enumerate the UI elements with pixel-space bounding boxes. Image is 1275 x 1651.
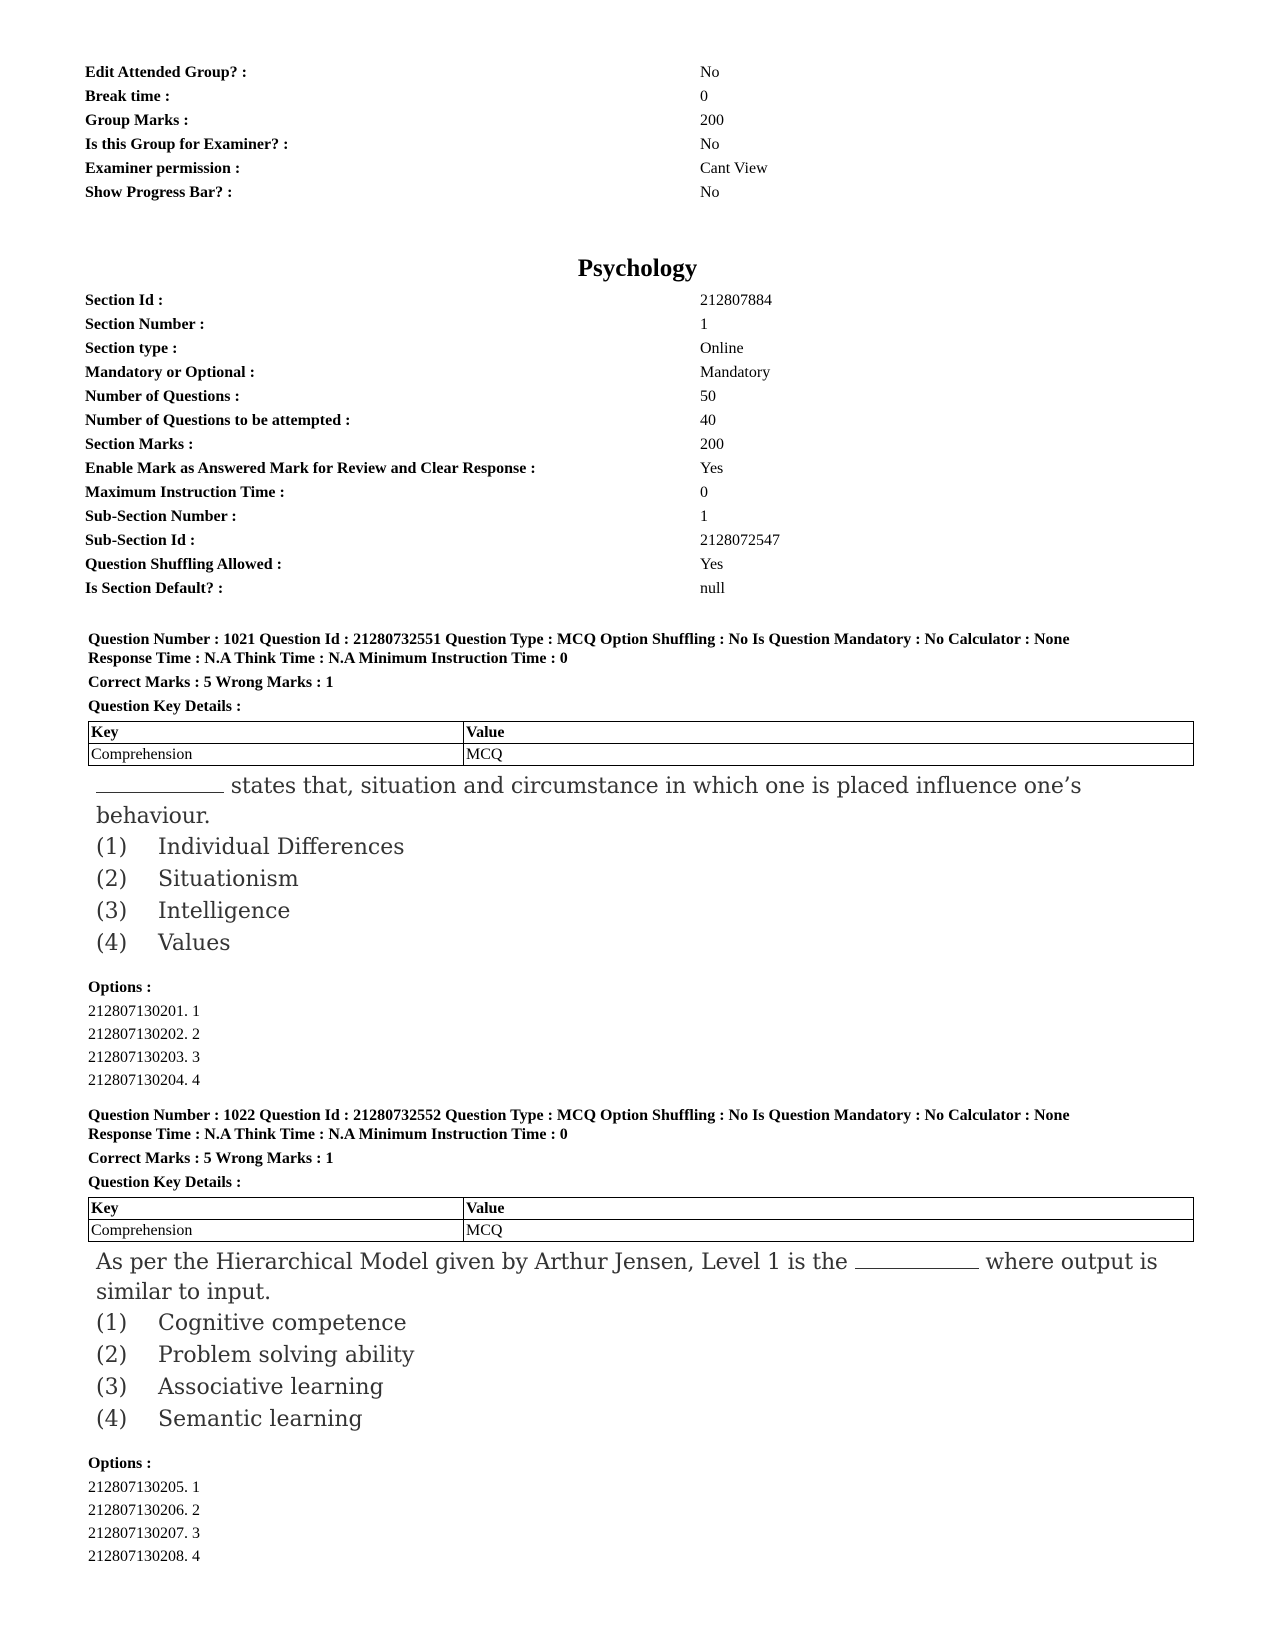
answer-choice: [88, 1404, 1198, 1436]
answer-choice: [88, 832, 1198, 864]
choice-text: Problem solving ability: [158, 1343, 415, 1368]
field-label: Enable Mark as Answered Mark for Review and Clear Response :: [85, 460, 536, 477]
field-value: null: [700, 580, 725, 597]
section-field-row: [85, 361, 1185, 385]
section-field-row: [85, 505, 1185, 529]
option-id: 212807130206. 2: [88, 1502, 200, 1519]
option-id: 212807130201. 1: [88, 1003, 200, 1020]
answer-choice: [88, 1372, 1198, 1404]
table-header-row: [89, 722, 1194, 744]
field-label: Section Id :: [85, 292, 164, 309]
section-field-row: [85, 577, 1185, 601]
choice-number: (3): [96, 899, 128, 924]
section-field-row: [85, 433, 1185, 457]
group-setting-row: [85, 157, 1185, 181]
field-value: 212807884: [700, 292, 772, 309]
answer-choice: [88, 864, 1198, 896]
table-cell-value: MCQ: [464, 744, 1194, 766]
choice-text: Associative learning: [158, 1375, 384, 1400]
key-details-label: Question Key Details :: [88, 1174, 242, 1191]
setting-value: No: [700, 184, 720, 201]
section-field-row: [85, 337, 1185, 361]
choice-text: Individual Differences: [158, 835, 405, 860]
field-label: Section Marks :: [85, 436, 194, 453]
field-value: 0: [700, 484, 708, 501]
table-row: [89, 744, 1194, 766]
options-label: Options :: [88, 979, 152, 996]
key-details-table: [88, 1197, 1194, 1242]
field-label: Number of Questions :: [85, 388, 240, 405]
field-value: Mandatory: [700, 364, 771, 381]
setting-label: Break time :: [85, 88, 171, 105]
section-field-row: [85, 553, 1185, 577]
field-label: Sub-Section Id :: [85, 532, 196, 549]
question-header-line1: Question Number : 1022 Question Id : 21280732552 Question Type : MCQ Option Shuffling : No Is Question Mandatory : No Calculator : None: [88, 1107, 1070, 1124]
choice-text: Cognitive competence: [158, 1311, 407, 1336]
table-cell-key: Comprehension: [89, 744, 464, 766]
question-block: [88, 630, 1198, 1092]
stem-text: As per the Hierarchical Model given by Arthur Jensen, Level 1 is the: [96, 1250, 848, 1275]
group-setting-row: [85, 61, 1185, 85]
choice-number: (3): [96, 1375, 128, 1400]
section-settings: [85, 289, 1185, 601]
table-cell-key: Comprehension: [89, 1220, 464, 1242]
table-cell-value: MCQ: [464, 1220, 1194, 1242]
field-label: Maximum Instruction Time :: [85, 484, 285, 501]
setting-value: No: [700, 64, 720, 81]
setting-value: No: [700, 136, 720, 153]
question-header-line2: Response Time : N.A Think Time : N.A Minimum Instruction Time : 0: [88, 1126, 568, 1143]
field-label: Is Section Default? :: [85, 580, 224, 597]
field-label: Question Shuffling Allowed :: [85, 556, 282, 573]
table-header-key: Key: [89, 1198, 464, 1220]
choice-number: (2): [96, 1343, 128, 1368]
setting-label: Show Progress Bar? :: [85, 184, 233, 201]
question-marks: Correct Marks : 5 Wrong Marks : 1: [88, 674, 334, 691]
field-value: 1: [700, 508, 708, 525]
group-setting-row: [85, 85, 1185, 109]
setting-label: Examiner permission :: [85, 160, 241, 177]
field-label: Section Number :: [85, 316, 205, 333]
question-header-line2: Response Time : N.A Think Time : N.A Minimum Instruction Time : 0: [88, 650, 568, 667]
field-value: Yes: [700, 460, 724, 477]
question-block: [88, 1106, 1198, 1568]
choice-text: Situationism: [158, 867, 299, 892]
choice-text: Intelligence: [158, 899, 291, 924]
field-value: Yes: [700, 556, 724, 573]
table-header-row: [89, 1198, 1194, 1220]
field-value: 2128072547: [700, 532, 780, 549]
setting-label: Group Marks :: [85, 112, 189, 129]
section-field-row: [85, 457, 1185, 481]
answer-choice: [88, 896, 1198, 928]
option-id: 212807130208. 4: [88, 1548, 200, 1565]
section-title: Psychology: [577, 255, 698, 282]
field-value: 40: [700, 412, 716, 429]
question-stem: [88, 772, 1198, 832]
section-field-row: [85, 529, 1185, 553]
choice-number: (1): [96, 1311, 128, 1336]
options-label: Options :: [88, 1455, 152, 1472]
field-label: Section type :: [85, 340, 178, 357]
question-header-line1: Question Number : 1021 Question Id : 21280732551 Question Type : MCQ Option Shuffling : No Is Question Mandatory : No Calculator : None: [88, 631, 1070, 648]
field-label: Mandatory or Optional :: [85, 364, 255, 381]
choice-number: (1): [96, 835, 128, 860]
section-field-row: [85, 481, 1185, 505]
group-setting-row: [85, 181, 1185, 205]
section-field-row: [85, 409, 1185, 433]
field-label: Sub-Section Number :: [85, 508, 237, 525]
answer-choice: [88, 928, 1198, 960]
field-label: Number of Questions to be attempted :: [85, 412, 351, 429]
choice-number: (4): [96, 931, 128, 956]
stem-text: states that, situation and circumstance in which one is placed influence one’s behaviour.: [96, 774, 1082, 829]
choice-number: (2): [96, 867, 128, 892]
option-id: 212807130205. 1: [88, 1479, 200, 1496]
choice-text: Semantic learning: [158, 1407, 363, 1432]
field-value: Online: [700, 340, 744, 357]
table-header-value: Value: [464, 1198, 1194, 1220]
question-stem: [88, 1248, 1198, 1308]
choice-text: Values: [158, 931, 231, 956]
option-id: 212807130202. 2: [88, 1026, 200, 1043]
setting-value: 0: [700, 88, 708, 105]
option-id: 212807130203. 3: [88, 1049, 200, 1066]
section-field-row: [85, 385, 1185, 409]
option-id: 212807130207. 3: [88, 1525, 200, 1542]
setting-label: Edit Attended Group? :: [85, 64, 247, 81]
setting-value: Cant View: [700, 160, 768, 177]
key-details-label: Question Key Details :: [88, 698, 242, 715]
answer-choice: [88, 1308, 1198, 1340]
field-value: 50: [700, 388, 716, 405]
fill-in-blank: [855, 1250, 979, 1269]
key-details-table: [88, 721, 1194, 766]
group-setting-row: [85, 109, 1185, 133]
setting-value: 200: [700, 112, 724, 129]
table-header-key: Key: [89, 722, 464, 744]
field-value: 1: [700, 316, 708, 333]
stem-text: where output is similar to input.: [96, 1250, 1158, 1305]
table-row: [89, 1220, 1194, 1242]
setting-label: Is this Group for Examiner? :: [85, 136, 289, 153]
section-field-row: [85, 289, 1185, 313]
section-field-row: [85, 313, 1185, 337]
choice-number: (4): [96, 1407, 128, 1432]
group-settings: [85, 61, 1185, 205]
group-setting-row: [85, 133, 1185, 157]
table-header-value: Value: [464, 722, 1194, 744]
field-value: 200: [700, 436, 724, 453]
question-marks: Correct Marks : 5 Wrong Marks : 1: [88, 1150, 334, 1167]
option-id: 212807130204. 4: [88, 1072, 200, 1089]
answer-choice: [88, 1340, 1198, 1372]
fill-in-blank: [96, 774, 224, 793]
